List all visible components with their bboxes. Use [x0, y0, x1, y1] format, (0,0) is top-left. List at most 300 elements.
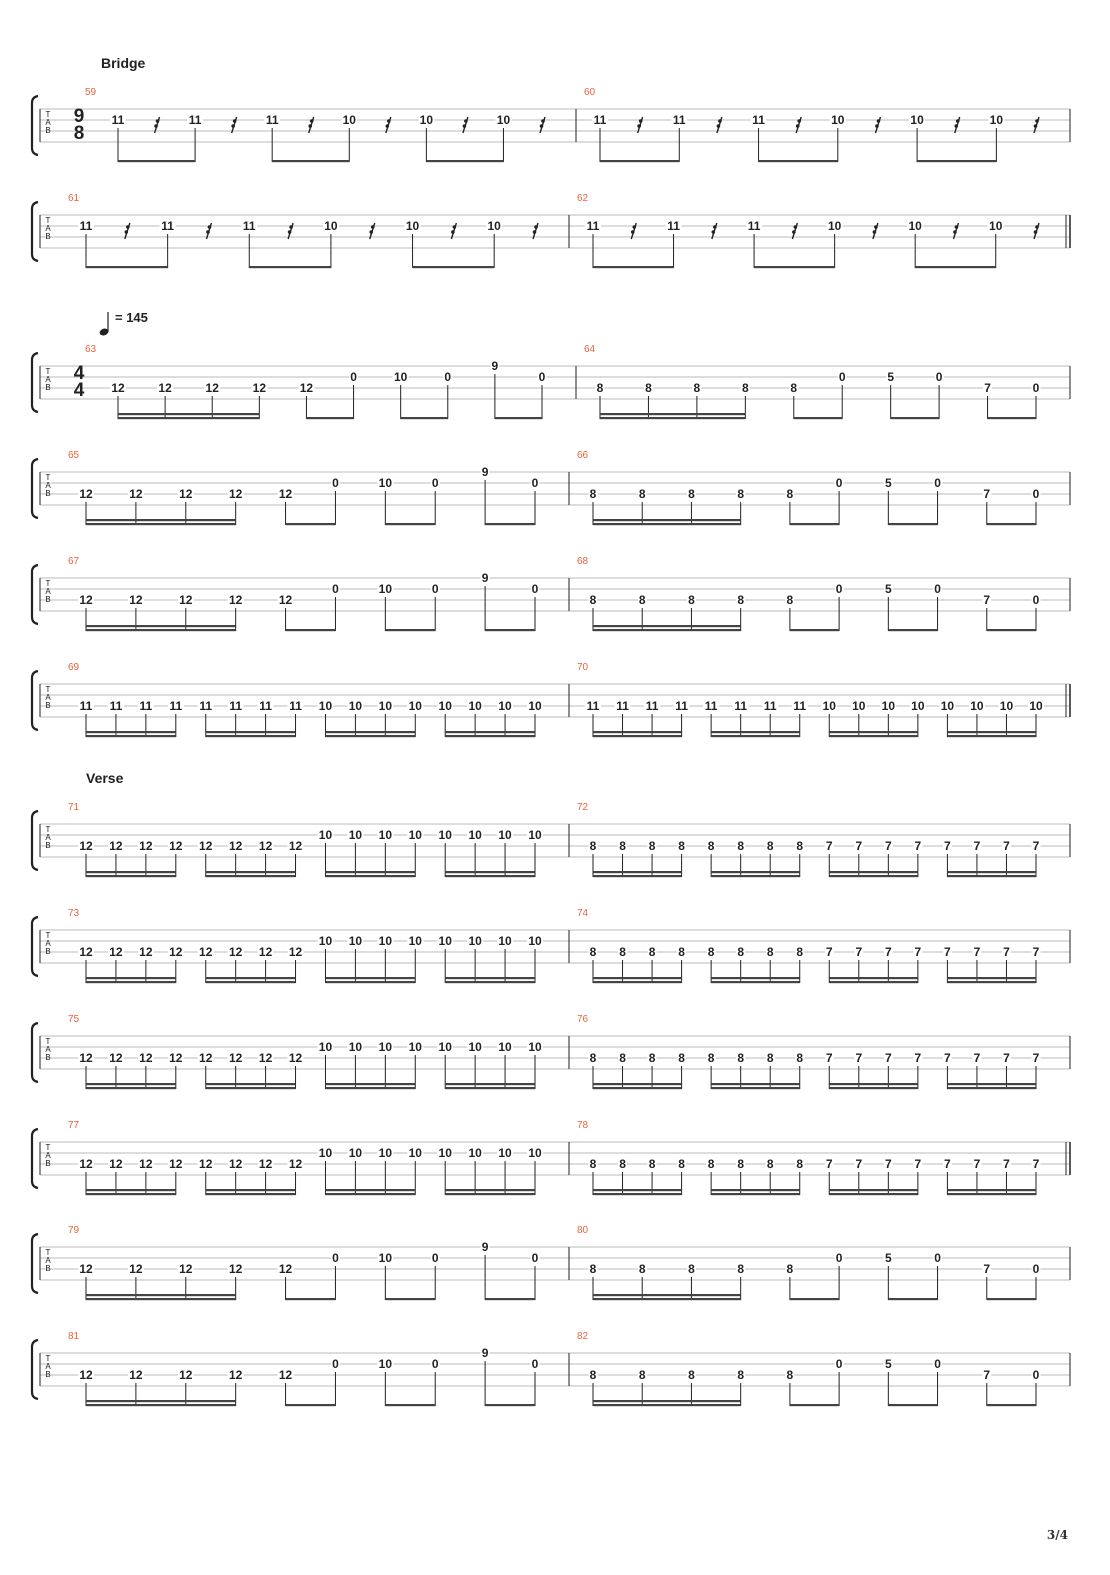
note-beam [86, 875, 176, 877]
note-beam [593, 731, 682, 733]
fret-number: 0 [531, 1357, 539, 1371]
note-beam [206, 871, 296, 873]
fret-number: 5 [884, 476, 892, 490]
fret-number: 11 [704, 699, 718, 713]
measure-number: 71 [68, 802, 80, 813]
note-beam [118, 417, 259, 419]
note-beam [711, 871, 800, 873]
note-beam [593, 1083, 682, 1085]
note-beam [917, 160, 996, 162]
fret-number: 10 [999, 699, 1014, 713]
tab-clef-letter: A [45, 587, 51, 596]
fret-number: 12 [169, 1157, 183, 1171]
fret-number: 11 [289, 699, 302, 713]
fret-number: 8 [796, 1051, 804, 1065]
fret-number: 8 [790, 381, 798, 395]
note-beam [445, 735, 535, 737]
tab-system [32, 770, 1070, 877]
fret-number: 8 [796, 945, 804, 959]
time-signature-top: 9 [73, 106, 85, 127]
fret-number: 10 [468, 699, 482, 713]
measure-number: 68 [577, 556, 589, 567]
fret-number: 0 [431, 1251, 439, 1265]
fret-number: 12 [79, 1157, 93, 1171]
fret-number: 8 [737, 593, 745, 607]
fret-number: 10 [419, 113, 434, 127]
tab-system [32, 193, 1070, 268]
fret-number: 10 [378, 699, 393, 713]
fret-number: 12 [79, 1051, 93, 1065]
measure-number: 69 [68, 662, 80, 673]
fret-number: 12 [199, 1157, 213, 1171]
fret-number: 11 [672, 113, 686, 127]
note-beam [593, 1087, 682, 1089]
fret-number: 7 [855, 1051, 863, 1065]
fret-number: 12 [129, 1368, 143, 1382]
fret-number: 12 [109, 945, 123, 959]
note-beam [206, 875, 296, 877]
fret-number: 10 [468, 828, 482, 842]
note-beam [286, 629, 336, 631]
note-beam [987, 1404, 1036, 1406]
system-bracket [32, 917, 38, 976]
system-bracket [32, 565, 38, 624]
fret-number: 11 [188, 113, 202, 127]
fret-number: 11 [109, 699, 123, 713]
fret-number: 12 [179, 487, 193, 501]
fret-number: 7 [825, 1051, 833, 1065]
note-beam [385, 523, 435, 525]
fret-number: 12 [111, 381, 125, 395]
tab-system [32, 55, 1070, 162]
fret-number: 12 [79, 1262, 93, 1276]
tab-clef-letter: T [45, 1037, 51, 1046]
note-beam [86, 1193, 176, 1195]
fret-number: 10 [378, 1040, 393, 1054]
tab-clef-letter: B [45, 126, 51, 135]
measure-number: 67 [68, 556, 80, 567]
note-beam [711, 875, 800, 877]
note-beam [272, 160, 349, 162]
note-beam [325, 1189, 415, 1191]
note-beam [829, 875, 918, 877]
tab-clef-letter: A [45, 693, 51, 702]
fret-number: 10 [989, 113, 1004, 127]
tab-clef-letter: T [45, 579, 51, 588]
fret-number: 10 [408, 699, 422, 713]
tab-clef-letter: B [45, 701, 51, 710]
fret-number: 8 [648, 1157, 656, 1171]
tab-clef-letter: T [45, 1354, 51, 1363]
fret-number: 8 [786, 593, 794, 607]
fret-number: 10 [498, 1040, 512, 1054]
tab-clef-letter: T [45, 685, 51, 694]
fret-number: 12 [252, 381, 267, 395]
note-beam [829, 977, 918, 979]
fret-number: 10 [318, 934, 333, 948]
fret-number: 8 [596, 381, 604, 395]
fret-number: 0 [431, 476, 439, 490]
fret-number: 0 [431, 582, 439, 596]
tab-clef-letter: B [45, 947, 51, 956]
note-beam [86, 871, 176, 873]
note-beam [86, 523, 236, 525]
note-beam [445, 981, 535, 983]
note-beam [947, 1087, 1036, 1089]
note-beam [888, 1298, 937, 1300]
fret-number: 7 [944, 839, 951, 853]
fret-number: 8 [589, 1051, 597, 1065]
system-bracket [32, 96, 38, 155]
fret-number: 7 [983, 593, 991, 607]
system-bracket [32, 202, 38, 261]
fret-number: 12 [228, 487, 243, 501]
fret-number: 8 [766, 1157, 774, 1171]
fret-number: 0 [934, 1251, 941, 1265]
page-number: 3/4 [1046, 1528, 1068, 1542]
fret-number: 10 [831, 113, 845, 127]
fret-number: 10 [910, 113, 924, 127]
fret-number: 10 [528, 828, 542, 842]
note-beam [385, 1404, 435, 1406]
fret-number: 7 [1032, 1051, 1040, 1065]
tab-clef-letter: A [45, 481, 51, 490]
note-beam [593, 625, 741, 627]
fret-number: 5 [884, 1357, 892, 1371]
fret-number: 11 [111, 113, 125, 127]
fret-number: 10 [348, 934, 363, 948]
fret-number: 10 [348, 1146, 363, 1160]
tab-clef-letter: T [45, 216, 51, 225]
fret-number: 8 [737, 945, 745, 959]
note-beam [86, 1189, 176, 1191]
tab-clef-letter: T [45, 110, 51, 119]
tab-clef-letter: T [45, 1143, 51, 1152]
note-beam [86, 1087, 176, 1089]
fret-number: 10 [468, 934, 482, 948]
note-beam [86, 266, 168, 268]
fret-number: 0 [835, 476, 843, 490]
note-beam [593, 1193, 682, 1195]
fret-number: 8 [786, 1262, 794, 1276]
fret-number: 12 [258, 839, 273, 853]
tab-clef-letter: A [45, 939, 51, 948]
fret-number: 7 [914, 1157, 922, 1171]
fret-number: 0 [1032, 1368, 1040, 1382]
fret-number: 10 [528, 699, 542, 713]
note-beam [711, 731, 800, 733]
note-beam [891, 417, 939, 419]
fret-number: 10 [827, 219, 842, 233]
fret-number: 7 [1032, 839, 1040, 853]
fret-number: 10 [378, 1146, 393, 1160]
note-beam [987, 629, 1036, 631]
note-beam [790, 1404, 839, 1406]
fret-number: 8 [638, 1262, 646, 1276]
fret-number: 10 [408, 828, 422, 842]
fret-number: 12 [109, 1051, 123, 1065]
fret-number: 0 [1032, 487, 1040, 501]
fret-number: 12 [299, 381, 314, 395]
note-beam [206, 1193, 296, 1195]
fret-number: 10 [1029, 699, 1043, 713]
note-beam [947, 875, 1036, 877]
fret-number: 7 [884, 945, 892, 959]
fret-number: 0 [934, 582, 941, 596]
fret-number: 7 [1032, 1157, 1040, 1171]
fret-number: 10 [468, 1040, 482, 1054]
tempo-marking: = 145 [115, 310, 148, 325]
fret-number: 10 [940, 699, 955, 713]
fret-number: 8 [737, 487, 745, 501]
fret-number: 7 [944, 1051, 951, 1065]
time-signature-bottom: 8 [73, 123, 85, 144]
tab-clef-letter: A [45, 1045, 51, 1054]
fret-number: 5 [884, 582, 892, 596]
note-beam [86, 731, 176, 733]
fret-number: 7 [944, 945, 951, 959]
note-beam [593, 875, 682, 877]
fret-number: 12 [109, 1157, 123, 1171]
fret-number: 11 [229, 699, 243, 713]
note-beam [485, 523, 535, 525]
tab-system [32, 556, 1070, 631]
note-beam [600, 417, 745, 419]
fret-number: 7 [983, 487, 991, 501]
fret-number: 10 [498, 828, 512, 842]
note-beam [593, 1294, 741, 1296]
fret-number: 0 [332, 1251, 339, 1265]
fret-number: 8 [589, 945, 597, 959]
tab-clef-letter: B [45, 489, 51, 498]
fret-number: 10 [378, 1357, 393, 1371]
note-beam [947, 735, 1036, 737]
note-beam [947, 871, 1036, 873]
fret-number: 0 [838, 370, 846, 384]
note-beam [790, 523, 839, 525]
fret-number: 10 [378, 476, 393, 490]
note-beam [495, 417, 542, 419]
note-beam [759, 160, 838, 162]
fret-number: 8 [619, 945, 626, 959]
note-beam [445, 731, 535, 733]
fret-number: 11 [169, 699, 183, 713]
fret-number: 9 [481, 465, 489, 479]
section-label: Verse [86, 770, 124, 786]
fret-number: 12 [228, 839, 243, 853]
note-beam [593, 266, 674, 268]
system-bracket [32, 811, 38, 870]
note-beam [325, 1083, 415, 1085]
note-beam [915, 266, 996, 268]
fret-number: 0 [350, 370, 357, 384]
tab-clef-letter: B [45, 841, 51, 850]
note-beam [593, 735, 682, 737]
measure-number: 64 [584, 344, 596, 355]
fret-number: 10 [318, 828, 333, 842]
note-beam [794, 417, 842, 419]
fret-number: 12 [79, 487, 93, 501]
fret-number: 12 [228, 1262, 243, 1276]
fret-number: 8 [638, 1368, 646, 1382]
note-beam [947, 731, 1036, 733]
fret-number: 0 [431, 1357, 439, 1371]
note-beam [947, 1193, 1036, 1195]
measure-number: 60 [584, 87, 596, 98]
measure-number: 80 [577, 1225, 589, 1236]
fret-number: 0 [1032, 1262, 1040, 1276]
note-beam [829, 731, 918, 733]
measure-number: 70 [577, 662, 589, 673]
note-beam [593, 977, 682, 979]
tab-clef-letter: B [45, 1370, 51, 1379]
fret-number: 0 [835, 1251, 843, 1265]
note-beam [325, 1087, 415, 1089]
fret-number: 7 [1003, 1051, 1010, 1065]
note-beam [829, 981, 918, 983]
note-beam [829, 1087, 918, 1089]
tab-clef-letter: T [45, 825, 51, 834]
note-beam [325, 871, 415, 873]
note-beam [86, 625, 236, 627]
measure-number: 82 [577, 1331, 589, 1342]
fret-number: 7 [884, 1157, 892, 1171]
note-beam [888, 523, 937, 525]
fret-number: 12 [199, 1051, 213, 1065]
fret-number: 12 [179, 593, 193, 607]
fret-number: 7 [983, 1262, 991, 1276]
tab-system [32, 1225, 1070, 1300]
note-beam [385, 1298, 435, 1300]
fret-number: 0 [538, 370, 546, 384]
fret-number: 12 [129, 487, 143, 501]
fret-number: 10 [438, 934, 452, 948]
fret-number: 7 [825, 945, 833, 959]
fret-number: 7 [914, 1051, 922, 1065]
fret-number: 11 [747, 219, 761, 233]
fret-number: 10 [348, 699, 363, 713]
fret-number: 8 [648, 1051, 656, 1065]
fret-number: 8 [589, 1157, 597, 1171]
fret-number: 10 [378, 582, 393, 596]
fret-number: 8 [766, 1051, 774, 1065]
fret-number: 10 [324, 219, 338, 233]
fret-number: 10 [498, 934, 512, 948]
fret-number: 12 [258, 1157, 273, 1171]
fret-number: 11 [242, 219, 256, 233]
fret-number: 12 [258, 945, 273, 959]
note-beam [947, 977, 1036, 979]
note-beam [206, 1083, 296, 1085]
fret-number: 12 [109, 839, 123, 853]
fret-number: 10 [487, 219, 501, 233]
measure-number: 63 [85, 344, 97, 355]
fret-number: 0 [332, 1357, 339, 1371]
tab-system [32, 662, 1070, 737]
note-beam [86, 1083, 176, 1085]
fret-number: 11 [586, 219, 600, 233]
system-bracket [32, 353, 38, 412]
fret-number: 12 [179, 1262, 193, 1276]
fret-number: 10 [908, 219, 922, 233]
note-beam [413, 266, 495, 268]
note-beam [593, 871, 682, 873]
fret-number: 12 [278, 1262, 293, 1276]
fret-number: 10 [528, 934, 542, 948]
fret-number: 9 [481, 571, 489, 585]
fret-number: 8 [678, 1157, 685, 1171]
note-beam [829, 1189, 918, 1191]
note-beam [385, 629, 435, 631]
tab-system [32, 1120, 1070, 1195]
note-beam [947, 981, 1036, 983]
fret-number: 10 [318, 1040, 333, 1054]
fret-number: 8 [796, 1157, 804, 1171]
fret-number: 11 [259, 699, 272, 713]
fret-number: 8 [638, 593, 646, 607]
note-beam [118, 160, 195, 162]
measure-number: 65 [68, 450, 80, 461]
fret-number: 12 [79, 839, 93, 853]
fret-number: 8 [741, 381, 749, 395]
fret-number: 0 [1032, 593, 1040, 607]
measure-number: 59 [85, 87, 97, 98]
fret-number: 0 [531, 582, 539, 596]
fret-number: 8 [589, 1262, 597, 1276]
note-beam [947, 1083, 1036, 1085]
fret-number: 7 [855, 839, 863, 853]
fret-number: 8 [619, 1157, 626, 1171]
fret-number: 10 [378, 1251, 393, 1265]
fret-number: 7 [983, 1368, 991, 1382]
fret-number: 5 [887, 370, 895, 384]
note-beam [86, 1298, 236, 1300]
fret-number: 10 [852, 699, 866, 713]
note-beam [426, 160, 503, 162]
fret-number: 7 [825, 839, 833, 853]
fret-number: 0 [934, 1357, 941, 1371]
fret-number: 8 [619, 839, 626, 853]
fret-number: 12 [288, 1051, 303, 1065]
note-beam [325, 875, 415, 877]
tab-clef-letter: T [45, 367, 51, 376]
note-beam [249, 266, 331, 268]
fret-number: 10 [528, 1040, 542, 1054]
fret-number: 0 [1032, 381, 1040, 395]
fret-number: 11 [675, 699, 688, 713]
fret-number: 10 [528, 1146, 542, 1160]
system-bracket [32, 459, 38, 518]
fret-number: 8 [678, 839, 685, 853]
note-beam [445, 977, 535, 979]
note-beam [86, 629, 236, 631]
fret-number: 10 [408, 934, 422, 948]
fret-number: 12 [228, 1368, 243, 1382]
fret-number: 12 [139, 945, 153, 959]
fret-number: 11 [79, 699, 93, 713]
system-bracket [32, 1023, 38, 1082]
fret-number: 0 [934, 476, 941, 490]
note-beam [600, 160, 679, 162]
fret-number: 0 [444, 370, 452, 384]
fret-number: 8 [648, 839, 656, 853]
measure-number: 72 [577, 802, 589, 813]
fret-number: 7 [973, 1157, 981, 1171]
fret-number: 10 [378, 828, 393, 842]
fret-number: 0 [531, 476, 539, 490]
fret-number: 12 [205, 381, 219, 395]
note-beam [306, 417, 353, 419]
